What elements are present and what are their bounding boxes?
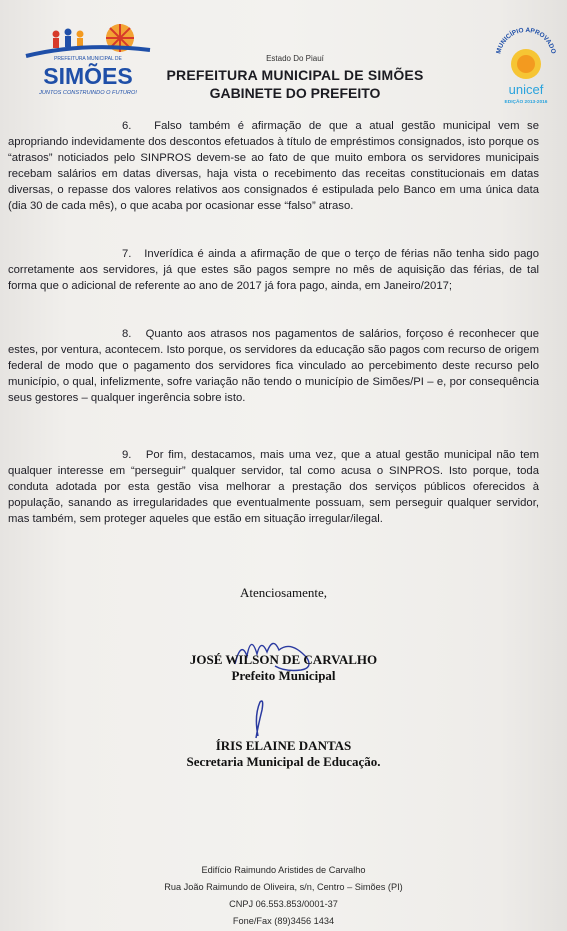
paragraph-text: Quanto aos atrasos nos pagamentos de salários, forçoso é reconhecer que estes, por ventura, acontecem. Isto porque, os servidores da educação são pagos com recurso de origem federal de modo que o pagamento dos servidores fica vinculado ao percebimento deste recurso pelo município, o qual, infelizmente, sofre variação não tendo o município de Simões/PI – e, por consequência seus gestores – qualquer ingerência sobre isto. <box>8 328 539 405</box>
signature-secretary <box>240 696 280 742</box>
svg-text:JUNTOS CONSTRUINDO O FUTURO!: JUNTOS CONSTRUINDO O FUTURO! <box>39 90 137 96</box>
svg-text:unicef: unicef <box>508 82 544 97</box>
paragraph-number: 8. <box>122 328 132 340</box>
footer-line: Rua João Raimundo de Oliveira, s/n, Centro – Simões (PI) <box>164 882 403 892</box>
footer-address <box>0 862 567 930</box>
svg-text:MUNICÍPIO APROVADO: MUNICÍPIO APROVADO <box>495 26 557 55</box>
signature-name: JOSÉ WILSON DE CARVALHO <box>189 652 378 667</box>
paragraph-9 <box>8 447 539 527</box>
paragraph-6 <box>8 118 539 215</box>
footer-line: Fone/Fax (89)3456 1434 <box>232 916 335 926</box>
document-header <box>150 54 440 101</box>
paragraph-text: Inverídica é ainda a afirmação de que o terço de férias não tenha sido pago corretamente aos servidores, já que estes são pagos sempre no mês de aquisição das férias, de tal forma que o adicional de referente ao ano de 2017 já fora pago, ainda, em Janeiro/2017; <box>8 248 540 293</box>
paragraph-number: 7. <box>122 248 132 260</box>
svg-text:SIMÕES: SIMÕES <box>43 63 133 89</box>
paragraph-7 <box>8 246 539 294</box>
paragraph-text: Por fim, destacamos, mais uma vez, que a atual gestão municipal não tem qualquer interesse em “perseguir” qualquer servidor, tal como acusa o SINPROS. Isto porque, toda conduta adotada por esta gestão visa melhorar a prestação dos serviços públicos oferecidos à população, sanando as irregularidades que eventualmente possuam, sem perseguir qualquer servidor, mas também, sem proteger aqueles que estão em situação irregular/ilegal. <box>8 449 539 526</box>
paragraph-text: Falso também é afirmação de que a atual gestão municipal vem se apropriando indevidamente dos descontos efetuados à título de empréstimos consignados, isto porque os “atrasos” noticiados pelo SINPROS devem-se ao fato de que muito embora os servidores municipais recebam salários em datas diversas, haja vista o recebimento das receitas constitucionais em datas diversas, o repasse dos valores relativos aos consignados é estipulada pelo Banco em uma única data (dia 30 de cada mês), o que acaba por ocasionar esse “falso” atraso. <box>8 120 539 213</box>
header-subtitle: GABINETE DO PREFEITO <box>209 85 381 101</box>
closing-salutation: Atenciosamente, <box>240 585 327 600</box>
signature-title: Secretaria Municipal de Educação. <box>186 754 381 769</box>
svg-text:PREFEITURA MUNICIPAL DE: PREFEITURA MUNICIPAL DE <box>54 56 122 62</box>
paragraph-8 <box>8 326 539 406</box>
paragraph-number: 6. <box>122 120 132 132</box>
signature-name: ÍRIS ELAINE DANTAS <box>215 738 352 753</box>
unicef-seal <box>492 24 560 106</box>
footer-line: Edifício Raimundo Aristides de Carvalho <box>201 865 366 875</box>
footer-line: CNPJ 06.553.853/0001-37 <box>229 899 338 909</box>
header-title: PREFEITURA MUNICIPAL DE SIMÕES <box>166 67 424 83</box>
paragraph-number: 9. <box>122 449 132 461</box>
signature-title: Prefeito Municipal <box>231 668 336 683</box>
svg-text:EDIÇÃO 2013-2016: EDIÇÃO 2013-2016 <box>504 100 548 105</box>
state-label: Estado Do Piauí <box>266 54 324 63</box>
simoes-logo <box>22 20 157 102</box>
